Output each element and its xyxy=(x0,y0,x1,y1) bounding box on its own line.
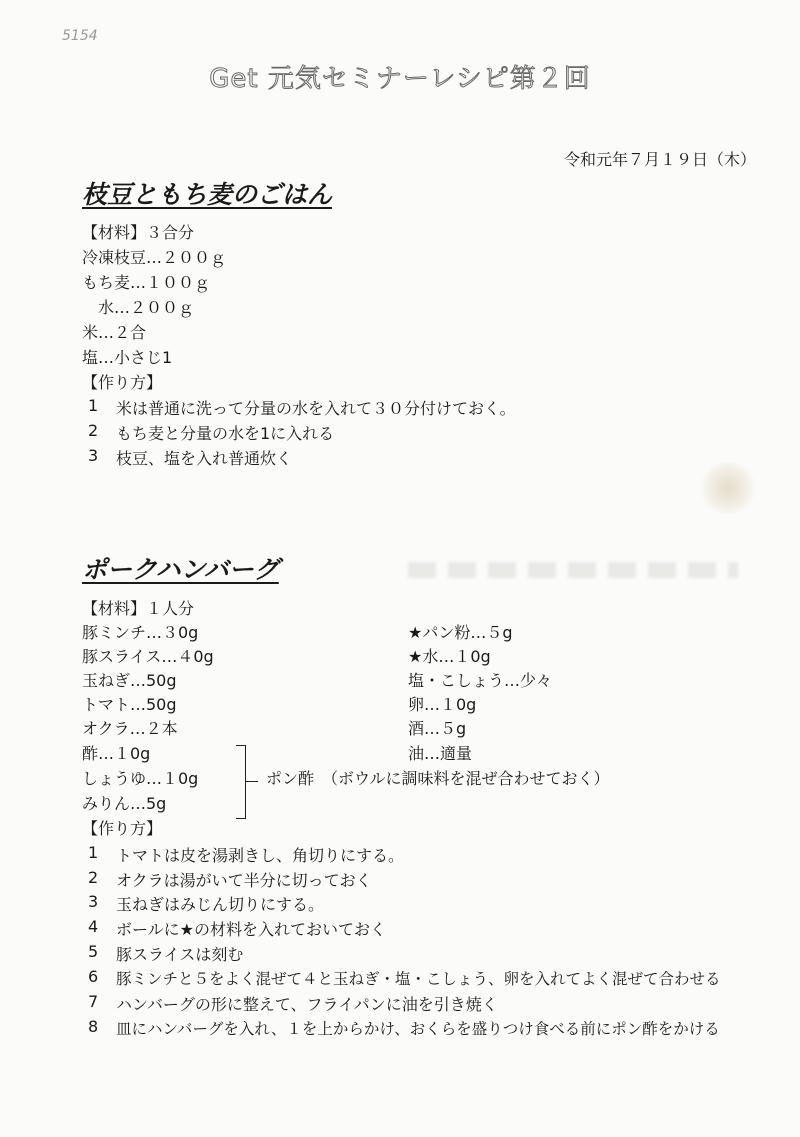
recipe2-step-number: 7 xyxy=(88,992,99,1011)
recipe2-step-number: 5 xyxy=(88,942,99,961)
recipe2-ingredient: 玉ねぎ…50g xyxy=(82,671,177,690)
recipe2-ingredient: オクラ…２本 xyxy=(82,719,178,738)
recipe2-step-text: オクラは湯がいて半分に切っておく xyxy=(116,871,372,890)
recipe1-step-number: 1 xyxy=(88,396,99,415)
recipe2-ingredient: 卵…１0g xyxy=(408,695,477,714)
recipe2-steps-header: 【作り方】 xyxy=(82,819,163,838)
ponzu-bracket-tick xyxy=(246,781,258,782)
document-date: 令和元年７月１９日（木） xyxy=(563,150,756,169)
recipe2-ingredient: 塩・こしょう…少々 xyxy=(408,671,553,690)
ponzu-label: ポン酢 （ボウルに調味料を混ぜ合わせておく） xyxy=(266,769,610,788)
recipe2-ingredients-header: 【材料】１人分 xyxy=(82,599,195,618)
recipe1-ingredient: 米…２合 xyxy=(82,323,147,342)
recipe2-step-text: 玉ねぎはみじん切りにする。 xyxy=(116,895,325,914)
recipe2-step-number: 8 xyxy=(88,1017,99,1036)
recipe1-step-text: もち麦と分量の水を1に入れる xyxy=(116,424,335,443)
recipe2-ingredient: ★水…１0g xyxy=(408,647,491,666)
recipe2-ingredient: 油…適量 xyxy=(408,744,473,763)
recipe1-ingredient: 塩…小さじ1 xyxy=(82,348,173,367)
recipe2-step-text: ボールに★の材料を入れておいておく xyxy=(116,920,387,939)
paper-stain xyxy=(700,462,756,514)
recipe2-step-number: 2 xyxy=(88,868,99,887)
recipe2-ingredient: トマト…50g xyxy=(82,695,177,714)
recipe2-ingredient: ★パン粉…５g xyxy=(408,623,513,642)
ponzu-bracket xyxy=(236,745,246,819)
recipe1-ingredient: 水…２００ｇ xyxy=(98,298,195,317)
recipe2-step-text: 豚ミンチと５をよく混ぜて４と玉ねぎ・塩・こしょう、卵を入れてよく混ぜて合わせる xyxy=(116,970,721,988)
recipe2-ingredient: 酒…５g xyxy=(408,719,467,738)
recipe1-ingredient: もち麦…１００ｇ xyxy=(82,273,211,292)
corner-handwritten-note: 5154 xyxy=(62,28,98,44)
recipe1-step-number: 3 xyxy=(88,446,99,465)
recipe1-ingredient: 冷凍枝豆…２００ｇ xyxy=(82,248,227,267)
document-title: Get 元気セミナーレシピ第２回 xyxy=(209,64,591,94)
recipe2-title: ポークハンバーグ xyxy=(82,555,279,584)
recipe2-step-number: 1 xyxy=(88,843,99,862)
recipe2-step-text: ハンバーグの形に整えて、フライパンに油を引き焼く xyxy=(116,995,498,1014)
recipe2-ingredient: 豚スライス…４0g xyxy=(82,647,214,666)
show-through-text xyxy=(408,562,738,578)
recipe1-step-text: 枝豆、塩を入れ普通炊く xyxy=(116,449,293,468)
recipe2-ingredient: 豚ミンチ…３0g xyxy=(82,623,199,642)
recipe2-ingredient: しょうゆ…１0g xyxy=(82,769,199,788)
recipe2-step-text: 豚スライスは刻む xyxy=(116,945,244,964)
recipe1-title: 枝豆ともち麦のごはん xyxy=(82,180,333,209)
recipe1-step-text: 米は普通に洗って分量の水を入れて３０分付けておく。 xyxy=(116,399,516,418)
recipe2-step-text: 皿にハンバーグを入れ、１を上からかけ、おくらを盛りつけ食べる前にポン酢をかける xyxy=(116,1020,720,1038)
recipe2-step-number: 3 xyxy=(88,892,99,911)
recipe1-step-number: 2 xyxy=(88,421,99,440)
recipe2-step-number: 4 xyxy=(88,917,99,936)
recipe2-step-number: 6 xyxy=(88,967,99,986)
recipe1-ingredients-header: 【材料】３合分 xyxy=(82,223,195,242)
recipe2-step-text: トマトは皮を湯剥きし、角切りにする。 xyxy=(116,846,405,865)
recipe2-ingredient: みりん…5g xyxy=(82,794,167,813)
recipe2-ingredient: 酢…１0g xyxy=(82,744,151,763)
recipe1-steps-header: 【作り方】 xyxy=(82,373,163,392)
